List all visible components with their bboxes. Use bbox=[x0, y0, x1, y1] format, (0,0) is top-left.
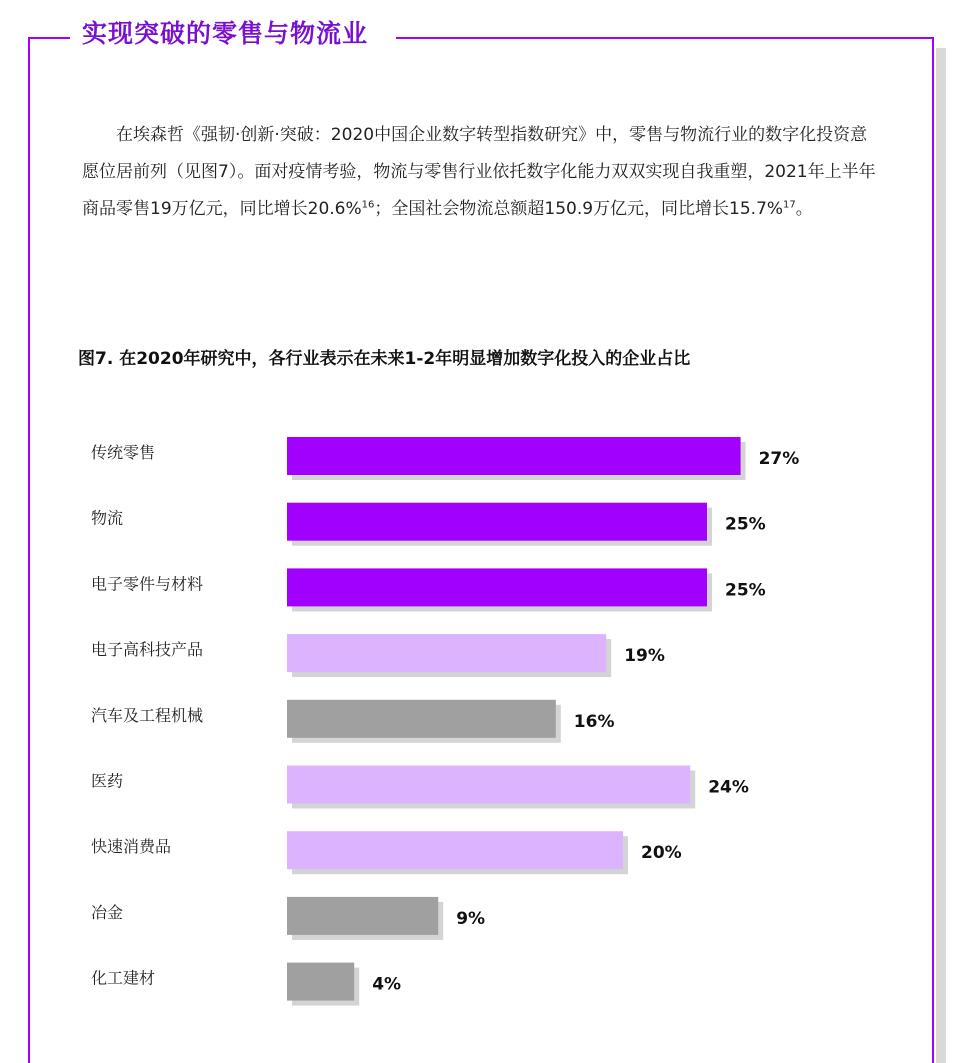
section-title: 实现突破的零售与物流业 bbox=[82, 19, 369, 48]
bar bbox=[287, 437, 741, 475]
category-label: 物流 bbox=[91, 508, 124, 528]
category-label: 电子高科技产品 bbox=[91, 640, 204, 660]
value-label: 27% bbox=[758, 449, 800, 469]
category-label: 医药 bbox=[91, 771, 124, 791]
value-label: 25% bbox=[725, 514, 766, 535]
value-label: 24% bbox=[708, 777, 749, 798]
value-label: 20% bbox=[641, 843, 682, 864]
bar bbox=[287, 766, 690, 804]
footnote-ref-17[interactable]: 17 bbox=[783, 199, 796, 211]
value-label: 16% bbox=[573, 711, 615, 732]
value-label: 9% bbox=[456, 908, 486, 929]
value-label: 19% bbox=[624, 646, 665, 667]
paragraph-text-1: 在埃森哲《强韧·创新·突破：2020中国企业数字转型指数研究》中，零售与物流行业的数字化投资意愿位居前列（见图7）。面对疫情考验，物流与零售行业依托数字化能力双双实现自我重塑，2021年上半年商品零售19万亿元，同比增长20.6% bbox=[82, 125, 876, 219]
category-label: 电子零件与材料 bbox=[91, 574, 204, 594]
bar bbox=[287, 700, 556, 738]
value-label: 25% bbox=[725, 580, 766, 601]
bar bbox=[287, 503, 707, 541]
category-label: 冶金 bbox=[91, 902, 124, 922]
value-label: 4% bbox=[372, 974, 402, 995]
bar bbox=[287, 634, 606, 672]
paragraph-text-3: 。 bbox=[795, 199, 813, 219]
bar bbox=[287, 568, 707, 606]
bar bbox=[287, 831, 623, 869]
bar bbox=[287, 963, 354, 1001]
category-label: 化工建材 bbox=[91, 968, 156, 988]
category-label: 快速消费品 bbox=[91, 837, 172, 857]
category-label: 汽车及工程机械 bbox=[91, 705, 204, 725]
footnote-ref-16[interactable]: 16 bbox=[361, 199, 375, 211]
paragraph-text-2: ；全国社会物流总额超150.9万亿元，同比增长15.7% bbox=[374, 199, 784, 219]
bar bbox=[287, 897, 438, 935]
figure-title: 图7. 在2020年研究中，各行业表示在未来1-2年明显增加数字化投入的企业占比 bbox=[78, 349, 691, 369]
category-label: 传统零售 bbox=[91, 443, 156, 462]
